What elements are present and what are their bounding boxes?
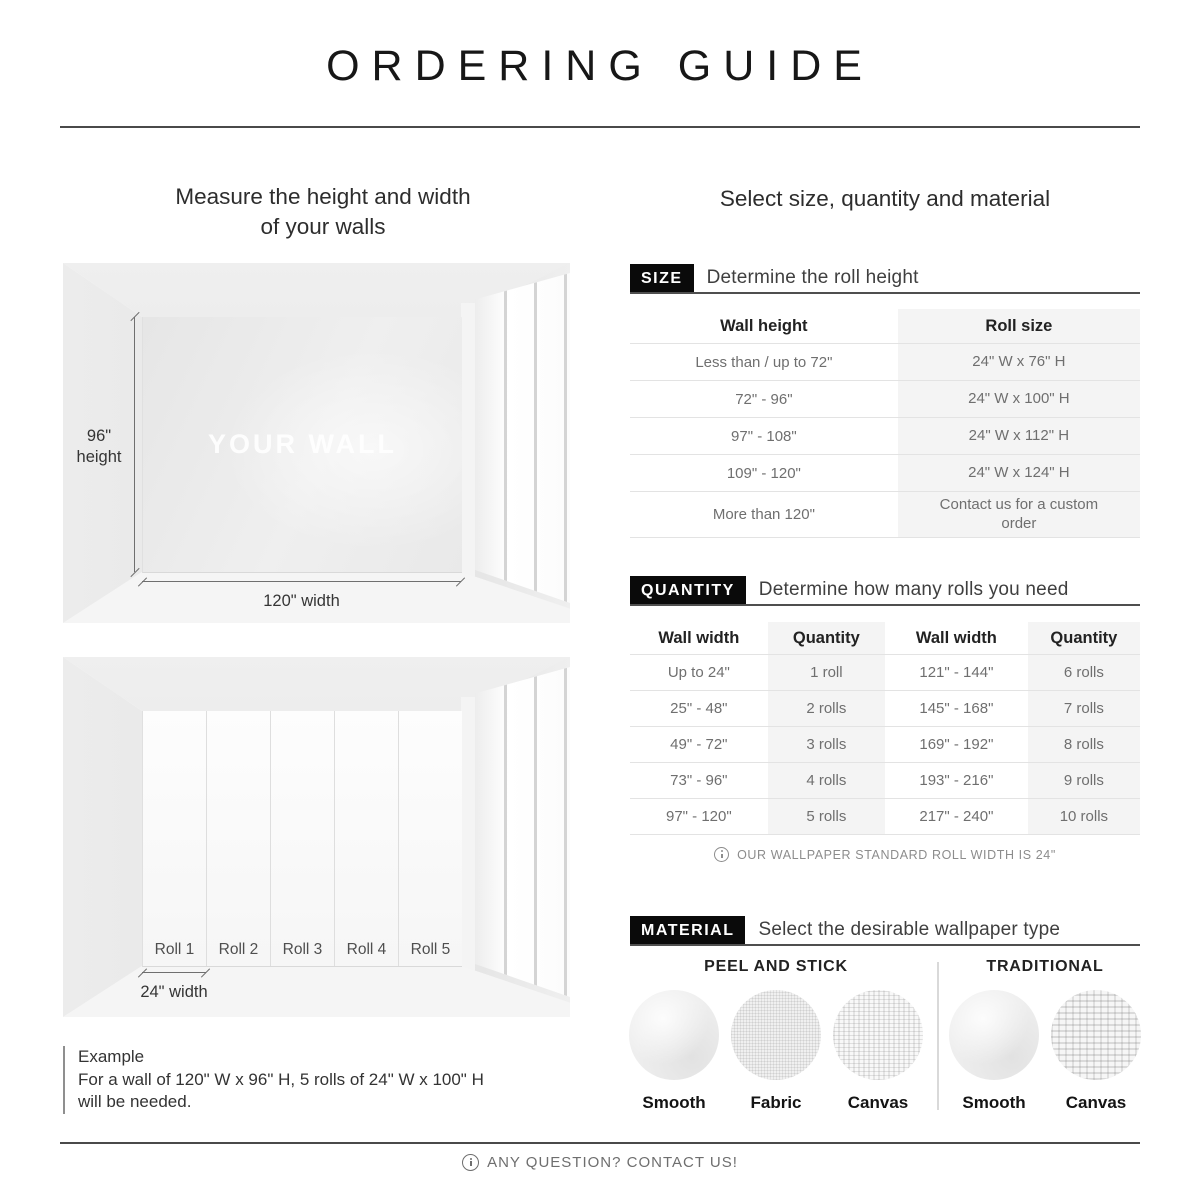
quantity-cell: 9 rolls bbox=[1028, 763, 1140, 798]
material-group-name: PEEL AND STICK bbox=[704, 958, 848, 975]
window-mullion bbox=[504, 667, 507, 997]
room-back-wall bbox=[142, 711, 462, 967]
size-table bbox=[630, 309, 1140, 538]
left-heading-line2: of your walls bbox=[260, 214, 386, 240]
roll-panel-4 bbox=[335, 711, 399, 966]
wall-height-cell: 72" - 96" bbox=[735, 390, 793, 408]
roll-width-note-text: OUR WALLPAPER STANDARD ROLL WIDTH IS 24" bbox=[737, 847, 1056, 862]
size-badge: SIZE bbox=[630, 264, 694, 292]
roll-size-cell: 24" W x 124" H bbox=[898, 455, 1140, 491]
quantity-section-head bbox=[630, 576, 1140, 606]
quantity-cell: 2 rolls bbox=[768, 691, 885, 726]
footer-contact-note bbox=[0, 1154, 1200, 1171]
wall-width-cell: 49" - 72" bbox=[670, 736, 728, 753]
wall-width-header: Wall width bbox=[915, 628, 997, 647]
custom-order-text: Contact us for a custom order bbox=[939, 495, 1099, 532]
footer-divider bbox=[60, 1142, 1140, 1144]
roll-label: Roll 4 bbox=[346, 941, 387, 958]
your-wall-label: YOUR WALL bbox=[208, 429, 397, 459]
table-row bbox=[630, 492, 1140, 538]
roll-width-dimension-line bbox=[142, 972, 206, 973]
table-row bbox=[630, 344, 1140, 381]
quantity-header: Quantity bbox=[768, 622, 885, 654]
example-block bbox=[63, 1046, 548, 1114]
roll-label: Roll 3 bbox=[282, 941, 323, 958]
window-mullion bbox=[534, 273, 537, 603]
table-row bbox=[630, 655, 1140, 691]
quantity-header: Quantity bbox=[1028, 622, 1140, 654]
table-row bbox=[630, 418, 1140, 455]
swatch-fabric bbox=[731, 990, 821, 1113]
window-mullion bbox=[534, 667, 537, 997]
wall-height-cell: 109" - 120" bbox=[726, 464, 801, 482]
roll-label: Roll 5 bbox=[410, 941, 451, 958]
window-frame-pillar bbox=[461, 697, 475, 989]
material-group-peel-and-stick bbox=[628, 958, 924, 1113]
table-row bbox=[630, 727, 1140, 763]
material-badge: MATERIAL bbox=[630, 916, 745, 944]
size-col-wall-height: Wall height bbox=[720, 316, 808, 335]
swatch-label: Canvas bbox=[1065, 1093, 1127, 1112]
smooth-texture-swatch bbox=[949, 990, 1039, 1080]
material-group-name: TRADITIONAL bbox=[986, 958, 1104, 975]
height-dimension-line bbox=[134, 317, 135, 572]
swatch-row bbox=[628, 990, 924, 1113]
quantity-cell: 1 roll bbox=[768, 655, 885, 690]
quantity-table bbox=[630, 622, 1140, 835]
quantity-cell: 8 rolls bbox=[1028, 727, 1140, 762]
wall-height-cell: 97" - 108" bbox=[731, 427, 797, 445]
window bbox=[475, 667, 570, 997]
size-col-roll-size: Roll size bbox=[898, 309, 1140, 343]
roll-label: Roll 1 bbox=[154, 941, 195, 958]
example-heading: Example bbox=[78, 1047, 145, 1066]
quantity-cell: 5 rolls bbox=[768, 799, 885, 834]
height-value: 96" bbox=[86, 427, 112, 445]
table-row bbox=[630, 763, 1140, 799]
canvas-texture-swatch bbox=[1051, 990, 1141, 1080]
swatch-smooth bbox=[629, 990, 719, 1113]
wall-width-cell: 97" - 120" bbox=[665, 808, 732, 825]
roll-panel-2 bbox=[207, 711, 271, 966]
page-title: ORDERING GUIDE bbox=[326, 42, 874, 90]
swatch-smooth bbox=[949, 990, 1039, 1113]
swatch-label: Fabric bbox=[750, 1093, 802, 1112]
room-illustration-measure bbox=[63, 263, 570, 623]
roll-panel-1 bbox=[143, 711, 207, 966]
swatch-row bbox=[948, 990, 1142, 1113]
info-icon bbox=[462, 1154, 479, 1171]
info-icon bbox=[714, 847, 729, 862]
table-row bbox=[630, 455, 1140, 492]
roll-panel-5 bbox=[399, 711, 462, 966]
roll-size-cell: 24" W x 100" H bbox=[898, 381, 1140, 417]
wall-width-cell: 217" - 240" bbox=[919, 808, 994, 825]
wall-width-cell: 169" - 192" bbox=[919, 736, 994, 753]
width-dimension-label: 120" width bbox=[263, 592, 340, 610]
roll-width-note bbox=[630, 847, 1140, 862]
fabric-texture-swatch bbox=[731, 990, 821, 1080]
width-dimension-line bbox=[142, 581, 461, 582]
table-row bbox=[630, 691, 1140, 727]
window bbox=[475, 273, 570, 603]
height-word: height bbox=[76, 448, 122, 467]
swatch-label: Smooth bbox=[962, 1093, 1026, 1112]
wall-height-cell: Less than / up to 72" bbox=[695, 353, 833, 371]
wall-width-cell: 25" - 48" bbox=[670, 700, 728, 717]
header-divider bbox=[60, 126, 1140, 128]
quantity-cell: 6 rolls bbox=[1028, 655, 1140, 690]
quantity-cell: 3 rolls bbox=[768, 727, 885, 762]
swatch-label: Smooth bbox=[642, 1093, 706, 1112]
footer-contact-text: ANY QUESTION? CONTACT US! bbox=[487, 1154, 738, 1171]
window-frame-pillar bbox=[461, 303, 475, 595]
roll-label: Roll 2 bbox=[218, 941, 259, 958]
example-line2: will be needed. bbox=[78, 1092, 192, 1112]
material-group-divider bbox=[937, 962, 939, 1110]
swatch-canvas bbox=[833, 990, 923, 1113]
swatch-canvas bbox=[1051, 990, 1141, 1113]
left-heading-line1: Measure the height and width bbox=[175, 184, 471, 209]
room-back-wall bbox=[142, 317, 462, 573]
quantity-badge: QUANTITY bbox=[630, 576, 746, 604]
material-section-title: Select the desirable wallpaper type bbox=[758, 919, 1061, 941]
wall-width-cell: 145" - 168" bbox=[919, 700, 994, 717]
smooth-texture-swatch bbox=[629, 990, 719, 1080]
roll-size-cell: 24" W x 112" H bbox=[898, 418, 1140, 454]
quantity-table-header bbox=[630, 622, 1140, 655]
material-group-traditional bbox=[948, 958, 1142, 1113]
wall-width-cell: 193" - 216" bbox=[919, 772, 994, 789]
example-line1: For a wall of 120" W x 96" H, 5 rolls of 24" W x 100" H bbox=[78, 1069, 484, 1089]
roll-panel-3 bbox=[271, 711, 335, 966]
roll-size-cell: 24" W x 76" H bbox=[898, 344, 1140, 380]
wall-width-cell: 73" - 96" bbox=[670, 772, 728, 789]
table-row bbox=[630, 381, 1140, 418]
right-column-heading: Select size, quantity and material bbox=[719, 186, 1051, 211]
wall-width-cell: Up to 24" bbox=[667, 664, 730, 681]
left-column-heading bbox=[63, 182, 583, 242]
table-row bbox=[630, 799, 1140, 835]
size-table-header bbox=[630, 309, 1140, 344]
wall-width-cell: 121" - 144" bbox=[919, 664, 994, 681]
quantity-cell: 4 rolls bbox=[768, 763, 885, 798]
roll-panels bbox=[143, 711, 462, 966]
roll-width-dimension-label: 24" width bbox=[140, 983, 208, 1001]
window-mullion bbox=[504, 273, 507, 603]
quantity-cell: 10 rolls bbox=[1028, 799, 1140, 834]
quantity-section-title: Determine how many rolls you need bbox=[758, 579, 1069, 601]
size-section-head bbox=[630, 264, 1140, 294]
height-dimension-label bbox=[69, 426, 129, 468]
window-mullion bbox=[564, 273, 567, 603]
quantity-cell: 7 rolls bbox=[1028, 691, 1140, 726]
size-section-title: Determine the roll height bbox=[706, 267, 919, 289]
wall-width-header: Wall width bbox=[658, 628, 740, 647]
wall-height-cell: More than 120" bbox=[712, 506, 815, 523]
window-mullion bbox=[564, 667, 567, 997]
room-illustration-rolls bbox=[63, 657, 570, 1017]
swatch-label: Canvas bbox=[847, 1093, 909, 1112]
canvas-texture-swatch bbox=[833, 990, 923, 1080]
roll-size-cell bbox=[898, 492, 1140, 537]
material-section-head bbox=[630, 916, 1140, 946]
